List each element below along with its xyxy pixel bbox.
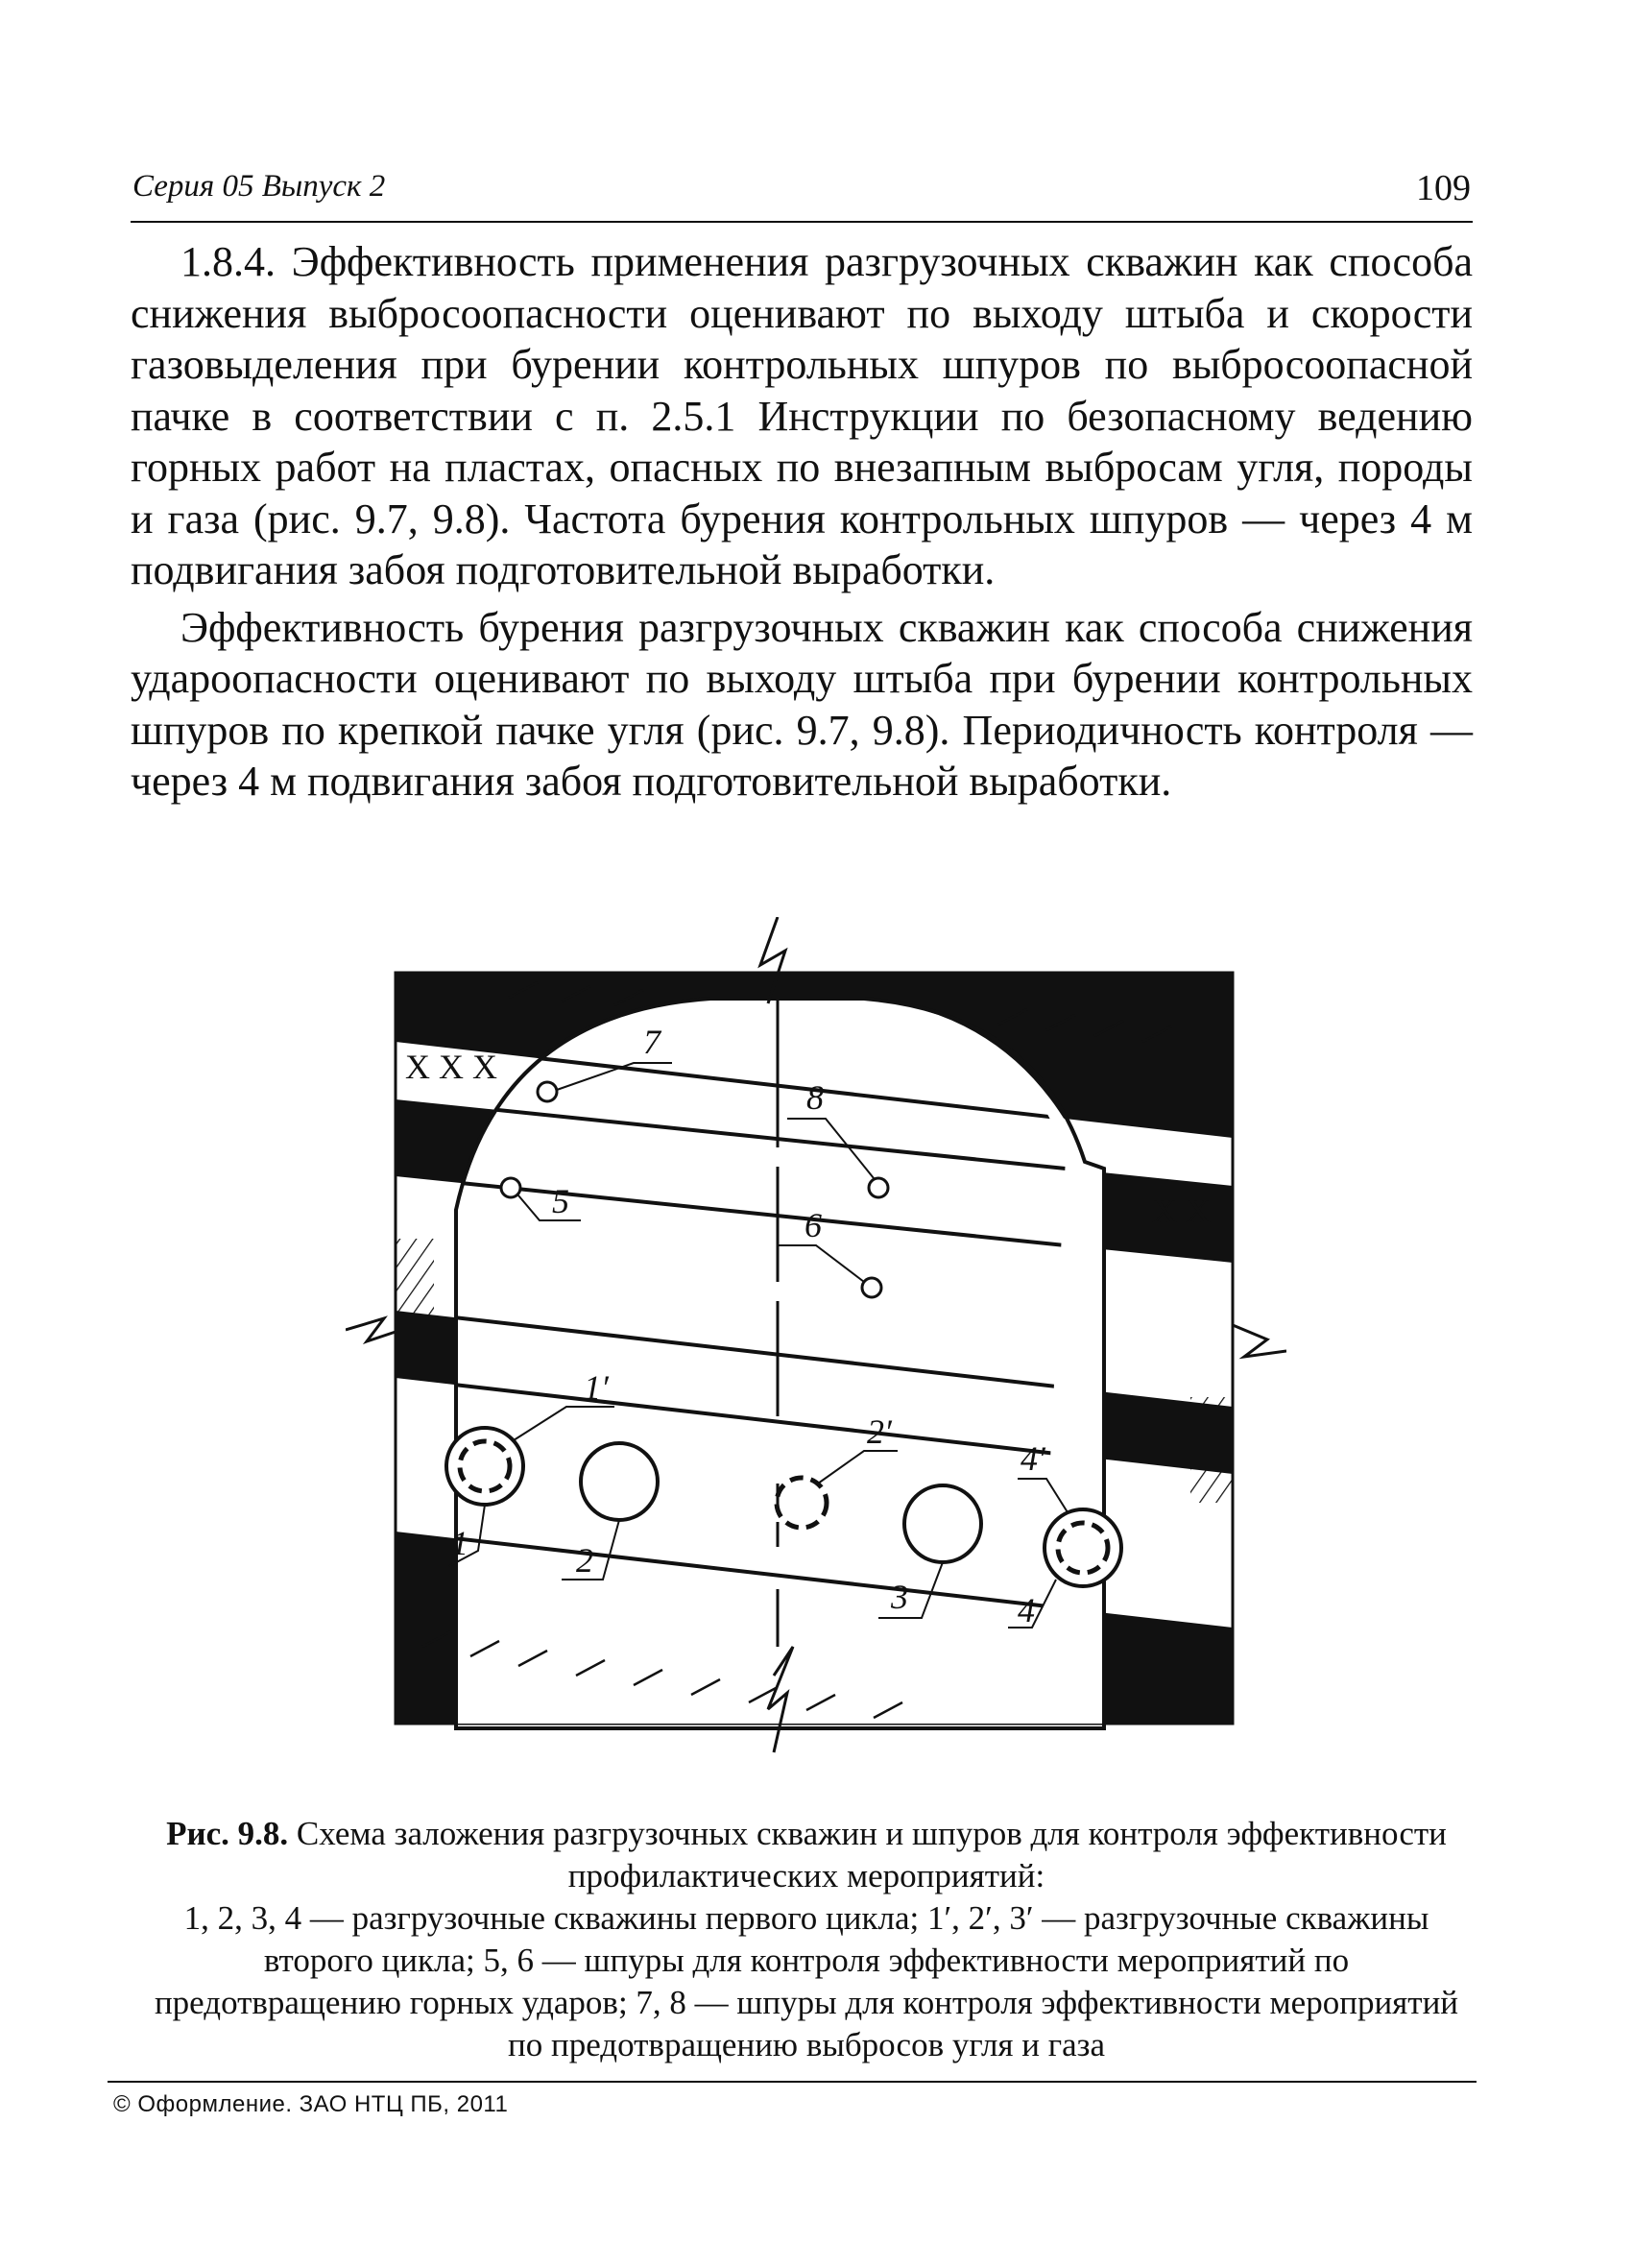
x-marks-left: X X X [405, 1048, 497, 1086]
footer-divider [108, 2081, 1477, 2083]
label-5: 5 [552, 1182, 569, 1220]
label-4-prime: 4′ [1021, 1439, 1045, 1478]
label-1: 1 [451, 1524, 468, 1562]
figure-caption [144, 1813, 1469, 2066]
label-6: 6 [804, 1206, 822, 1244]
label-4: 4 [1018, 1591, 1035, 1629]
control-hole-7 [538, 1082, 557, 1101]
control-hole-6 [862, 1278, 881, 1297]
footer-copyright: © Оформление. ЗАО НТЦ ПБ, 2011 [113, 2091, 509, 2117]
series-title: Серия 05 Выпуск 2 [132, 169, 386, 204]
x-marks-right: X X [1152, 1192, 1211, 1230]
paragraph-1: 1.8.4. Эффективность применения разгрузочных скважин как способа снижения выбросоопасности оценивают по выходу штыба и скорости газовыделения при бурении контрольных шпуров по выбросоопасной пачке в соответствии с п. 2.5.1 Инструкции по безопасному ведению горных работ на пластах, опасных по внезапным выбросам угля, породы и газа (рис. 9.7, 9.8). Частота бурения контрольных шпуров — через 4 м подвигания забоя подготовительной выработки. [131, 238, 1473, 593]
label-1-prime: 1′ [584, 1368, 609, 1407]
working-opening [456, 999, 1104, 1738]
caption-title-text: Схема заложения разгрузочных скважин и шпуров для контроля эффективности профилактических мероприятий: [296, 1815, 1447, 1894]
caption-label: Рис. 9.8. [166, 1815, 289, 1852]
label-8: 8 [806, 1078, 824, 1117]
page-header [131, 165, 1473, 223]
page-number: 109 [1416, 168, 1471, 208]
borehole-3 [904, 1485, 981, 1562]
caption-title [144, 1813, 1469, 1897]
hatched-rock-left [396, 1239, 434, 1344]
label-3: 3 [891, 1578, 908, 1616]
borehole-2 [581, 1443, 658, 1520]
figure-9-8-diagram [346, 917, 1286, 1781]
hatched-rock-right [1190, 1397, 1233, 1503]
label-7: 7 [643, 1023, 660, 1061]
control-hole-8 [869, 1178, 888, 1197]
paragraph-2: Эффективность бурения разгрузочных скважин как способа снижения удароопасности оценивают по выходу штыба при бурении контрольных шпуров по крепкой пачке угля (рис. 9.7, 9.8). Периодичность контроля — через 4 м подвигания забоя подготовительной выработки. [131, 603, 1473, 805]
diagram-svg [346, 917, 1286, 1781]
label-2: 2 [576, 1541, 593, 1580]
caption-legend: 1, 2, 3, 4 — разгрузочные скважины первого цикла; 1′, 2′, 3′ — разгрузочные скважины второго цикла; 5, 6 — шпуры для контроля эффективности мероприятий по предотвращению горных ударов; 7, 8 — шпуры для контроля эффективности мероприятий по предотвращению выбросов угля и газа [154, 1899, 1459, 2063]
control-hole-5 [501, 1178, 520, 1197]
label-2-prime: 2′ [867, 1412, 892, 1451]
body-text [131, 236, 1473, 808]
